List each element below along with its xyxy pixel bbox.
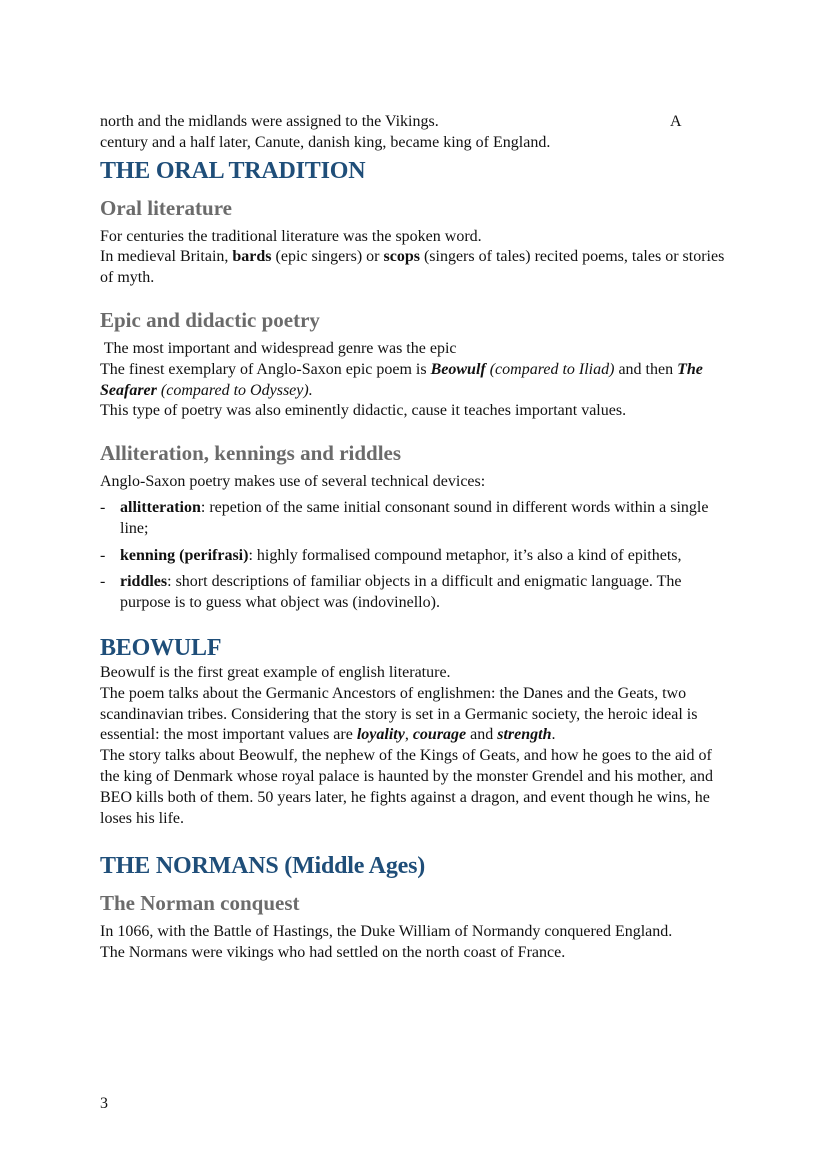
text-run: : short descriptions of familiar objects in a difficult and enigmatic language. The purpose is to guess what object was (indovinello).	[120, 573, 682, 612]
text-run: .	[551, 726, 556, 744]
paragraph-epic-1: The most important and widespread genre was the epic	[100, 339, 457, 357]
heading-oral-literature: Oral literature	[100, 195, 232, 220]
heading-epic-poetry: Epic and didactic poetry	[100, 307, 320, 332]
value-courage: courage	[412, 726, 467, 744]
list-item-riddles	[100, 572, 730, 614]
text-run: In medieval Britain,	[100, 248, 233, 266]
intro-text-1: north and the midlands were assigned to the Vikings.	[100, 113, 439, 130]
value-strength: strength	[497, 726, 552, 744]
title-seafarer: The Seafarer	[100, 360, 703, 399]
page-number: 3	[100, 1095, 108, 1112]
text-run: The poem talks about the Germanic Ancestors of englishmen: the Danes and the Geats, two scandinavian tribes. Considering that the story is set in a Germanic society, the heroic ideal is essential: the most important values are	[100, 684, 698, 744]
section-title-oral-tradition: THE ORAL TRADITION	[100, 157, 366, 184]
section-title-beowulf: BEOWULF	[100, 634, 222, 661]
paragraph-epic-3: This type of poetry was also eminently didactic, cause it teaches important values.	[100, 402, 627, 420]
heading-alliteration: Alliteration, kennings and riddles	[100, 441, 402, 466]
text-run: and then	[614, 360, 678, 378]
term-bards: bards	[232, 248, 272, 266]
paragraph-beowulf-2	[100, 684, 730, 746]
text-run: : highly formalised compound metaphor, it’s also a kind of epithets,	[248, 546, 682, 564]
intro-line-1	[100, 112, 730, 133]
text-run: (compared to Odyssey).	[156, 381, 313, 399]
text-run: ,	[404, 726, 413, 744]
paragraph-beowulf-1: Beowulf is the first great example of english literature.	[100, 663, 451, 681]
paragraph-beowulf-3: The story talks about Beowulf, the nephew of the Kings of Geats, and how he goes to the aid of the king of Denmark whose royal palace is haunted by the monster Grendel and his mother, and BEO kills both of them. 50 years later, he fights against a dragon, and event though he wins, he loses his life.	[100, 747, 713, 827]
text-run: : repetion of the same initial consonant sound in different words within a single line;	[120, 498, 709, 537]
paragraph-oral-lit-1: For centuries the traditional literature was the spoken word.	[100, 227, 482, 245]
title-beowulf: Beowulf	[430, 360, 486, 378]
term-kenning: kenning (perifrasi)	[120, 546, 249, 564]
text-run: and	[466, 726, 498, 744]
paragraph-norman-2: The Normans were vikings who had settled on the north coast of France.	[100, 944, 566, 962]
dash-bullet: -	[100, 498, 106, 516]
text-run: (singers of tales) recited poems, tales or stories of myth.	[100, 248, 725, 287]
heading-norman-conquest: The Norman conquest	[100, 891, 300, 916]
term-riddles: riddles	[120, 573, 168, 591]
list-item-allitteration	[100, 498, 730, 540]
term-allitteration: allitteration	[120, 498, 201, 516]
paragraph-epic-2	[100, 360, 730, 402]
intro-trailing-letter: A	[670, 113, 682, 130]
list-item-kenning	[100, 546, 730, 567]
dash-bullet: -	[100, 573, 106, 591]
paragraph-oral-lit-2	[100, 247, 730, 289]
value-loyality: loyality	[356, 726, 405, 744]
section-title-normans: THE NORMANS (Middle Ages)	[100, 853, 426, 880]
text-run: The finest exemplary of Anglo-Saxon epic poem is	[100, 360, 431, 378]
text-run: (compared to Iliad)	[485, 360, 615, 378]
dash-bullet: -	[100, 546, 106, 564]
paragraph-alliteration-intro: Anglo-Saxon poetry makes use of several technical devices:	[100, 473, 486, 491]
intro-line-2: century and a half later, Canute, danish king, became king of England.	[100, 133, 551, 151]
paragraph-norman-1: In 1066, with the Battle of Hastings, the Duke William of Normandy conquered England.	[100, 923, 673, 941]
document-page	[100, 112, 730, 964]
text-run: (epic singers) or	[271, 248, 384, 266]
term-scops: scops	[383, 248, 420, 266]
device-list	[100, 498, 730, 614]
